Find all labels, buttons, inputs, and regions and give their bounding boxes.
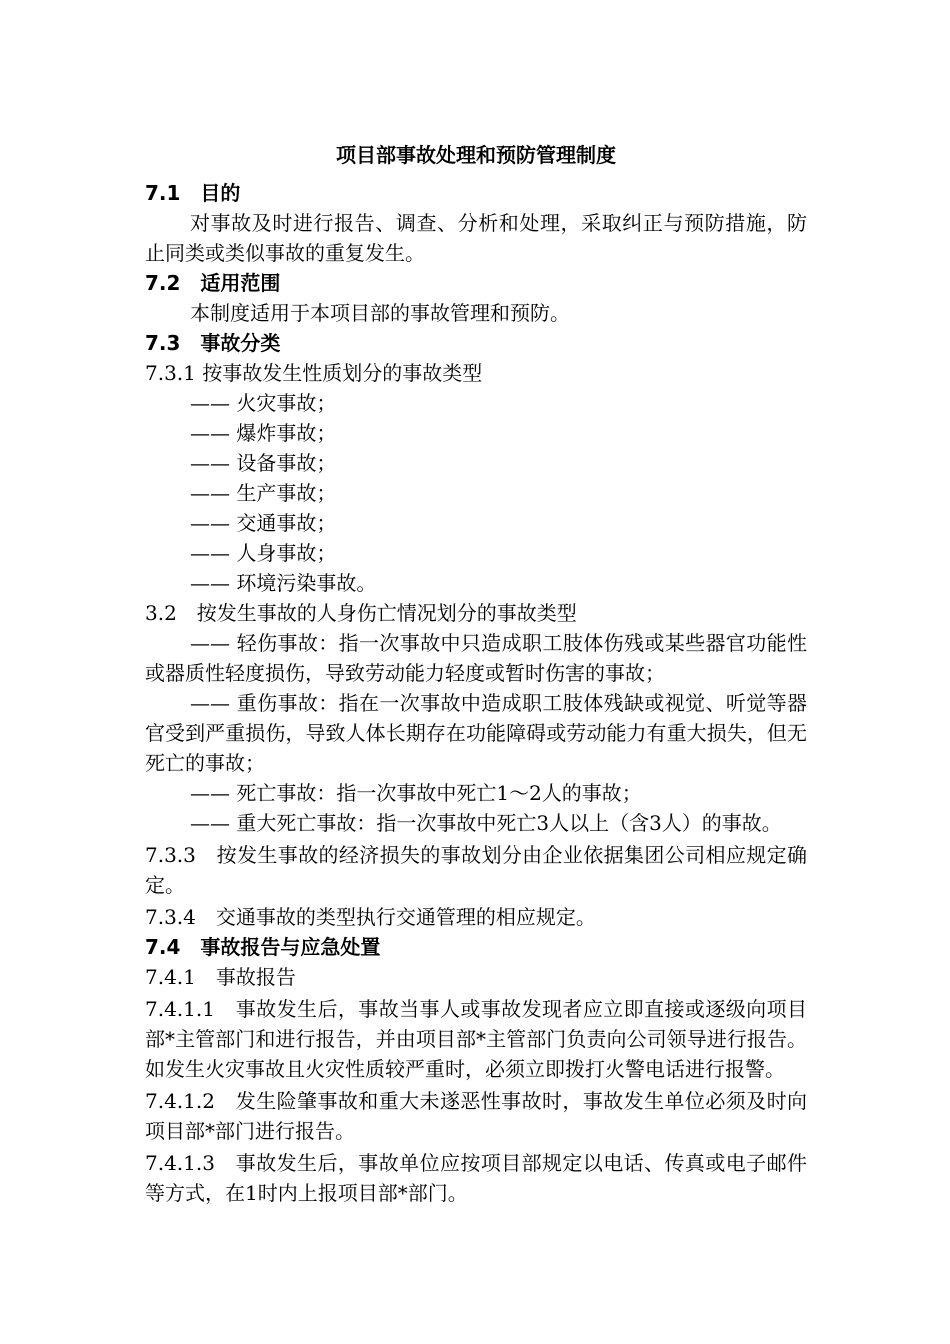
list-item: —— 火灾事故； <box>190 391 337 415</box>
list-item: —— 重伤事故：指在一次事故中造成职工肢体残缺或视觉、听觉等器官受到严重损伤，导致人体长期存在功能障碍或劳动能力有重大损失，但无死亡的事故； <box>145 691 807 775</box>
section-7-1-text: 对事故及时进行报告、调查、分析和处理，采取纠正与预防措施，防止同类或类似事故的重复发生。 <box>145 211 807 265</box>
list-item: —— 环境污染事故。 <box>190 571 377 595</box>
section-7-3-1-heading: 7.3.1 按事故发生性质划分的事故类型 <box>145 361 483 385</box>
list-item: —— 爆炸事故； <box>190 421 337 445</box>
list-item: —— 人身事故； <box>190 541 337 565</box>
section-7-4-1-2-text: 7.4.1.2 发生险肇事故和重大未遂恶性事故时，事故发生单位必须及时向项目部*部门进行报告。 <box>145 1089 807 1143</box>
section-7-4-1-1-text: 7.4.1.1 事故发生后，事故当事人或事故发现者应立即直接或逐级向项目部*主管部门和进行报告，并由项目部*主管部门负责向公司领导进行报告。如发生火灾事故且火灾性质较严重时，必须立即拨打火警电话进行报警。 <box>145 997 807 1081</box>
section-7-4-1-3-text: 7.4.1.3 事故发生后，事故单位应按项目部规定以电话、传真或电子邮件等方式，在1时内上报项目部*部门。 <box>145 1151 807 1205</box>
list-item: —— 生产事故； <box>190 481 337 505</box>
section-7-4-1-heading: 7.4.1 事故报告 <box>145 965 296 989</box>
section-7-2-text: 本制度适用于本项目部的事故管理和预防。 <box>190 301 570 325</box>
section-7-2-heading: 7.2 适用范围 <box>145 271 281 295</box>
document-page <box>145 130 807 1208</box>
section-7-1-heading: 7.1 目的 <box>145 181 241 205</box>
list-item: —— 交通事故； <box>190 511 337 535</box>
section-7-3-4-text: 7.3.4 交通事故的类型执行交通管理的相应规定。 <box>145 905 596 929</box>
section-7-3-3-text: 7.3.3 按发生事故的经济损失的事故划分由企业依据集团公司相应规定确定。 <box>145 843 807 897</box>
list-item: —— 死亡事故：指一次事故中死亡1～2人的事故； <box>190 781 642 805</box>
section-7-3-heading: 7.3 事故分类 <box>145 331 281 355</box>
list-item: —— 重大死亡事故：指一次事故中死亡3人以上（含3人）的事故。 <box>190 811 782 835</box>
section-3-2-heading: 3.2 按发生事故的人身伤亡情况划分的事故类型 <box>145 601 577 625</box>
document-title: 项目部事故处理和预防管理制度 <box>336 143 616 167</box>
list-item: —— 轻伤事故：指一次事故中只造成职工肢体伤残或某些器官功能性或器质性轻度损伤，导致劳动能力轻度或暂时伤害的事故； <box>145 631 807 685</box>
list-item: —— 设备事故； <box>190 451 337 475</box>
section-7-4-heading: 7.4 事故报告与应急处置 <box>145 935 381 959</box>
